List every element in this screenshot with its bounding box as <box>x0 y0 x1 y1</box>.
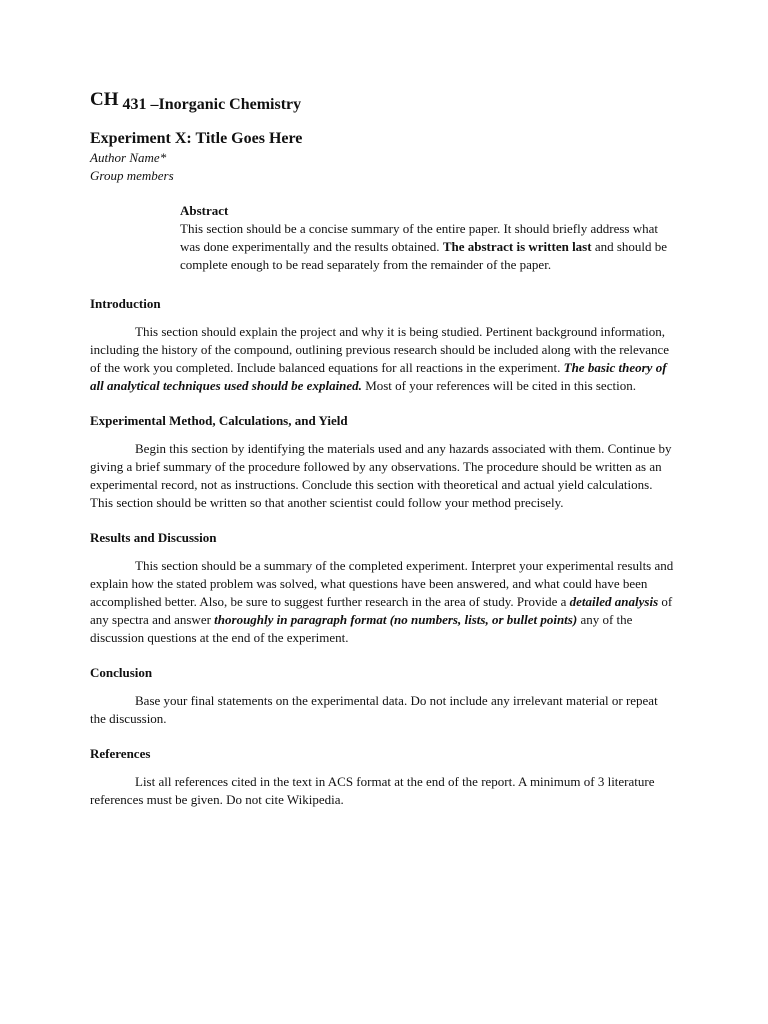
method-heading: Experimental Method, Calculations, and Yield <box>90 413 348 428</box>
results-paragraph <box>90 557 675 647</box>
references-paragraph: List all references cited in the text in ACS format at the end of the report. A minimum of 3 literature references must be given. Do not cite Wikipedia. <box>90 774 655 807</box>
introduction-heading: Introduction <box>90 296 161 311</box>
abstract-section <box>180 202 675 274</box>
introduction-emphasis: The basic theory of all analytical techniques used should be explained. <box>90 360 667 393</box>
references-section <box>90 745 675 809</box>
results-text-3: any of the discussion questions at the end of the experiment. <box>90 612 633 645</box>
references-heading: References <box>90 746 151 761</box>
introduction-text-2: Most of your references will be cited in this section. <box>361 378 636 393</box>
course-title <box>90 90 675 113</box>
conclusion-paragraph: Base your final statements on the experimental data. Do not include any irrelevant material or repeat the discussion. <box>90 693 658 726</box>
results-emphasis-2: thoroughly in paragraph format (no numbers, lists, or bullet points) <box>214 612 578 627</box>
results-section <box>90 529 675 647</box>
abstract-text-2: and should be complete enough to be read separately from the remainder of the paper. <box>180 239 668 272</box>
results-text-2: of any spectra and answer <box>90 594 673 627</box>
experiment-title: Experiment X: Title Goes Here <box>90 130 303 147</box>
method-section <box>90 412 675 512</box>
method-paragraph: Begin this section by identifying the materials used and any hazards associated with them. Continue by giving a brief summary of the procedure followed by any observations. The procedure should be written as an experimental record, not as instructions. Conclude this section with theoretical and actual yield calculations. This section should be written so that another scientist could follow your method precisely. <box>90 441 672 510</box>
document-content <box>90 90 675 809</box>
abstract-emphasis: The abstract is written last <box>442 239 592 254</box>
results-text-1: This section should be a summary of the completed experiment. Interpret your experimental results and explain how the stated problem was solved, what questions have been answered, and what could have been accomplished better. Also, be sure to suggest further research in the area of study. Provide a <box>90 558 674 609</box>
introduction-section <box>90 295 675 395</box>
results-heading: Results and Discussion <box>90 530 217 545</box>
abstract-paragraph <box>180 220 675 274</box>
author-name: Author Name* <box>90 150 167 165</box>
introduction-text-1: This section should explain the project and why it is being studied. Pertinent background information, including the history of the compound, outlining previous research should be included along with the relevance of the work you completed. Include balanced equations for all reactions in the experiment. <box>90 324 670 375</box>
conclusion-heading: Conclusion <box>90 665 153 680</box>
course-name: 431 –Inorganic Chemistry <box>122 96 302 113</box>
conclusion-section <box>90 664 675 728</box>
introduction-paragraph <box>90 323 675 395</box>
group-members: Group members <box>90 168 174 183</box>
course-prefix: CH <box>90 89 119 110</box>
abstract-heading: Abstract <box>180 203 229 218</box>
abstract-text-1: This section should be a concise summary of the entire paper. It should briefly address what was done experimentally and the results obtained. <box>180 221 658 254</box>
results-emphasis-1: detailed analysis <box>569 594 659 609</box>
